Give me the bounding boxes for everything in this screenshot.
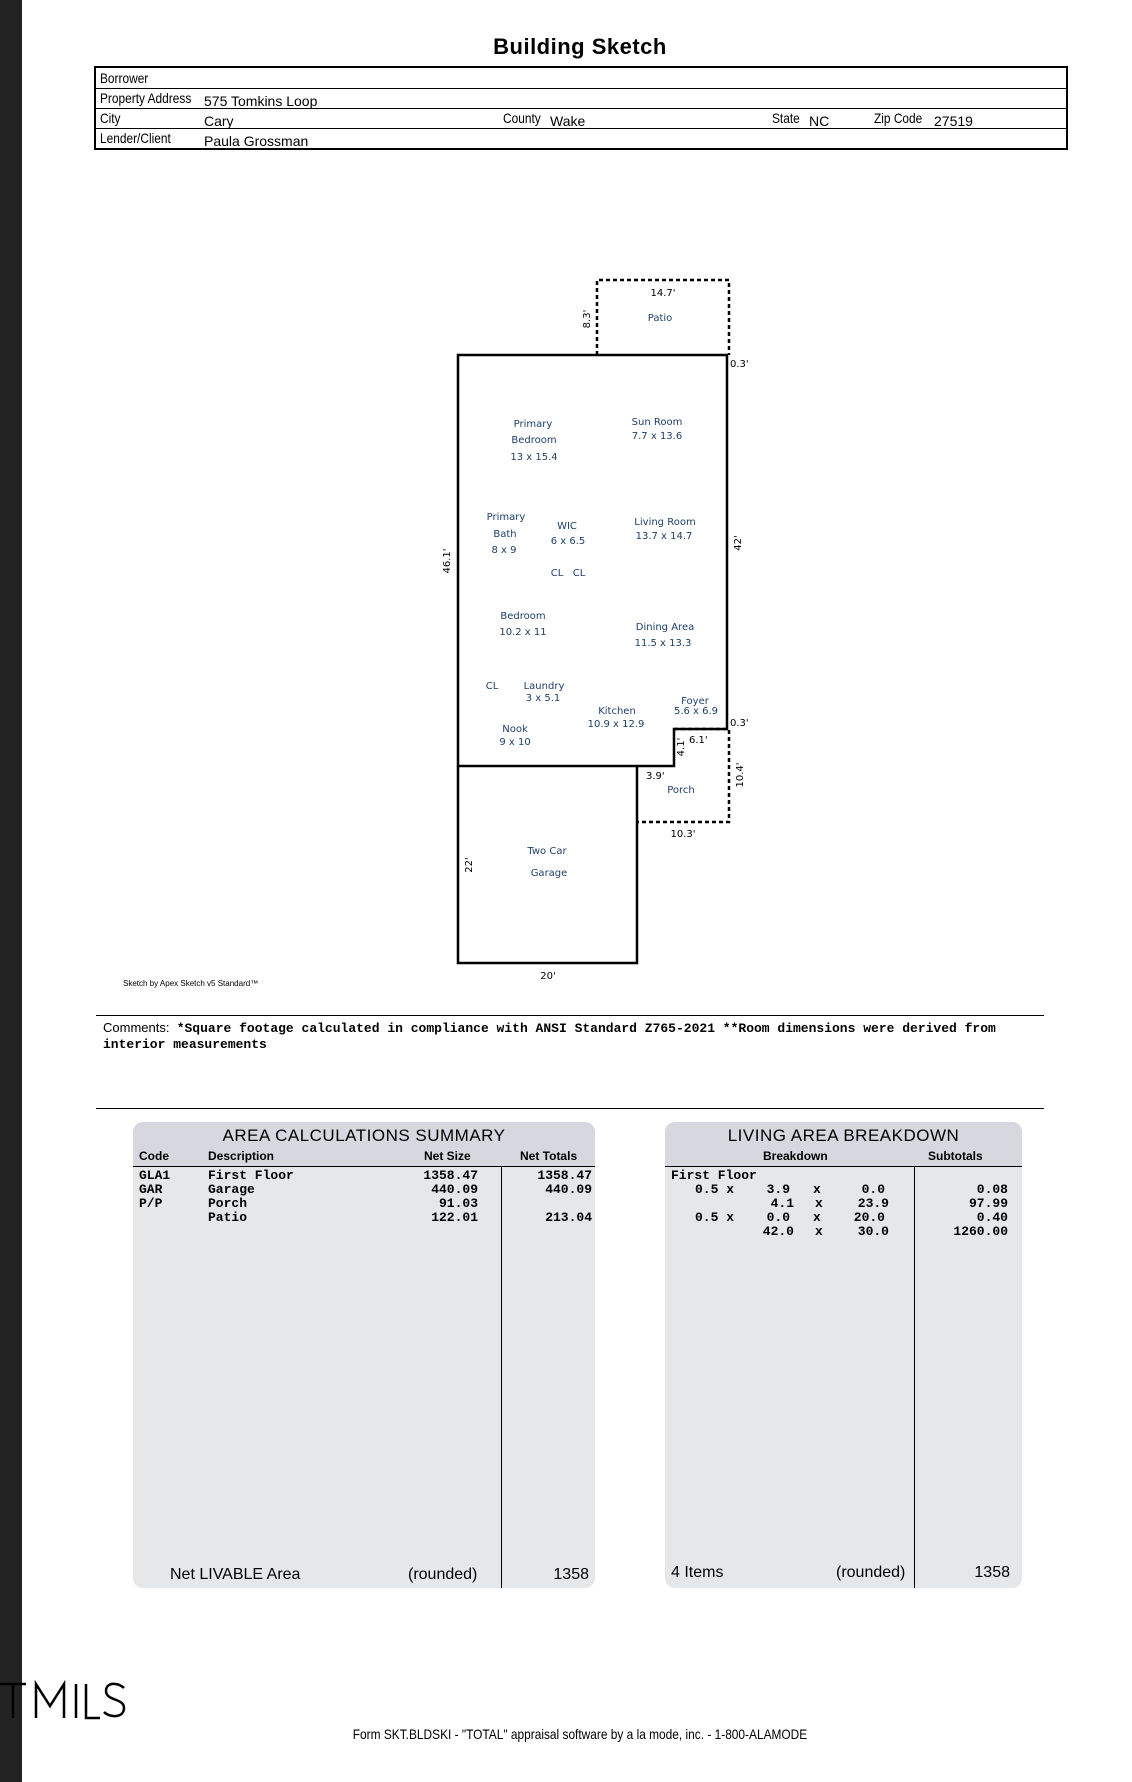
closet-label-1: CL bbox=[550, 568, 564, 579]
net-livable-area-label: Net LIVABLE Area bbox=[170, 1566, 301, 1583]
col-net-totals-header: Net Totals bbox=[520, 1149, 578, 1163]
area-row-net-total: 213.04 bbox=[545, 1210, 592, 1225]
room-garage-label-2: Garage bbox=[530, 868, 568, 879]
net-livable-area-value: 1358 bbox=[553, 1566, 589, 1583]
area-row-description: Porch bbox=[208, 1196, 248, 1211]
area-row-code: GAR bbox=[139, 1182, 163, 1197]
comments-block bbox=[103, 1020, 1043, 1052]
area-row-description: First Floor bbox=[208, 1168, 294, 1183]
area-row-net-total: 440.09 bbox=[545, 1182, 592, 1197]
zip-label: Zip Code bbox=[874, 110, 923, 126]
room-laundry-dim: 3 x 5.1 bbox=[525, 693, 561, 704]
living-area-breakdown-panel bbox=[665, 1122, 1022, 1588]
dim-patio-width: 14.7' bbox=[650, 288, 676, 299]
room-foyer: Foyer bbox=[681, 696, 709, 707]
dim-porch-height: 10.4' bbox=[735, 762, 746, 788]
room-wic-dim: 6 x 6.5 bbox=[550, 536, 586, 547]
dim-right-wall: 42' bbox=[733, 535, 744, 551]
room-foyer-dim: 5.6 x 6.9 bbox=[673, 706, 719, 717]
room-wic: WIC bbox=[557, 521, 577, 532]
col-breakdown-header: Breakdown bbox=[763, 1149, 828, 1163]
county-value: Wake bbox=[550, 113, 586, 129]
room-primary-bath-dim: 8 x 9 bbox=[491, 545, 517, 556]
room-bedroom: Bedroom bbox=[500, 611, 546, 622]
address-value: 575 Tomkins Loop bbox=[204, 93, 318, 109]
room-dining-area: Dining Area bbox=[635, 622, 695, 633]
address-label: Property Address bbox=[100, 90, 192, 106]
room-sun-room-dim: 7.7 x 13.6 bbox=[631, 431, 683, 442]
breakdown-dim-b: 23.9 bbox=[857, 1196, 889, 1211]
breakdown-dim-b: 20.0 bbox=[853, 1210, 885, 1225]
breakdown-times: x bbox=[815, 1196, 823, 1211]
comments-text: *Square footage calculated in compliance with ANSI Standard Z765-2021 **Room dimensions were derived from interior measurements bbox=[103, 1021, 996, 1052]
dim-patio-height: 8.3' bbox=[582, 309, 593, 329]
breakdown-times: x bbox=[813, 1210, 821, 1225]
area-rounded-label: (rounded) bbox=[408, 1566, 478, 1583]
room-dining-area-dim: 11.5 x 13.3 bbox=[634, 638, 692, 649]
breakdown-factor: 0.5 x bbox=[695, 1210, 735, 1225]
area-panel-title: AREA CALCULATIONS SUMMARY bbox=[222, 1126, 506, 1145]
room-laundry: Laundry bbox=[523, 681, 565, 692]
breakdown-times: x bbox=[815, 1224, 823, 1239]
breakdown-factor: 0.5 x bbox=[695, 1182, 735, 1197]
breakdown-panel-header bbox=[665, 1122, 1022, 1166]
breakdown-subtotal: 0.08 bbox=[976, 1182, 1008, 1197]
col-code-header: Code bbox=[139, 1149, 169, 1163]
room-kitchen: Kitchen bbox=[598, 706, 636, 717]
breakdown-items-count: 4 Items bbox=[671, 1564, 724, 1581]
dim-left-wall: 46.1' bbox=[442, 548, 453, 574]
area-row-net-total: 1358.47 bbox=[537, 1168, 592, 1183]
lender-label: Lender/Client bbox=[100, 130, 171, 146]
room-sun-room: Sun Room bbox=[631, 417, 683, 428]
lender-value: Paula Grossman bbox=[204, 133, 309, 149]
room-nook-dim: 9 x 10 bbox=[499, 737, 531, 748]
dim-offset-bottom: 0.3' bbox=[730, 718, 749, 729]
breakdown-column-divider bbox=[914, 1166, 915, 1588]
dim-offset-top: 0.3' bbox=[730, 359, 749, 370]
col-subtotals-header: Subtotals bbox=[928, 1149, 983, 1163]
breakdown-dim-a: 4.1 bbox=[770, 1196, 794, 1211]
room-porch: Porch bbox=[667, 785, 695, 796]
breakdown-rounded-label: (rounded) bbox=[836, 1564, 906, 1581]
comments-bottom-divider bbox=[96, 1108, 1044, 1109]
breakdown-dim-b: 0.0 bbox=[861, 1182, 885, 1197]
area-row-description: Patio bbox=[208, 1210, 248, 1225]
breakdown-dim-b: 30.0 bbox=[857, 1224, 889, 1239]
room-primary-bedroom-dim: 13 x 15.4 bbox=[510, 452, 558, 463]
room-kitchen-dim: 10.9 x 12.9 bbox=[587, 719, 645, 730]
breakdown-dim-a: 0.0 bbox=[766, 1210, 790, 1225]
breakdown-panel-title: LIVING AREA BREAKDOWN bbox=[727, 1126, 960, 1145]
breakdown-subtotal: 1260.00 bbox=[953, 1224, 1008, 1239]
state-value: NC bbox=[809, 113, 830, 129]
breakdown-subtotal: 97.99 bbox=[968, 1196, 1008, 1211]
room-primary-bedroom-label-1: Primary bbox=[513, 419, 553, 430]
dim-garage-width: 20' bbox=[540, 971, 556, 982]
breakdown-dim-a: 42.0 bbox=[762, 1224, 794, 1239]
col-description-header: Description bbox=[208, 1149, 275, 1163]
area-row-net-size: 91.03 bbox=[438, 1196, 478, 1211]
breakdown-total-value: 1358 bbox=[974, 1564, 1010, 1581]
state-label: State bbox=[772, 110, 800, 126]
page-title: Building Sketch bbox=[493, 34, 667, 59]
area-row-net-size: 1358.47 bbox=[423, 1168, 478, 1183]
area-row-net-size: 440.09 bbox=[431, 1182, 478, 1197]
breakdown-times: x bbox=[813, 1182, 821, 1197]
area-header-line bbox=[133, 1166, 595, 1167]
city-value: Cary bbox=[204, 113, 234, 129]
comments-top-divider bbox=[96, 1015, 1044, 1016]
dim-porch-step: 4.1' bbox=[676, 737, 687, 757]
county-label: County bbox=[503, 110, 541, 126]
closet-label-3: CL bbox=[485, 681, 499, 692]
room-patio: Patio bbox=[647, 313, 673, 324]
closet-label-2: CL bbox=[572, 568, 586, 579]
room-living-room: Living Room bbox=[634, 517, 696, 528]
garage-outline bbox=[458, 766, 637, 963]
breakdown-dim-a: 3.9 bbox=[766, 1182, 790, 1197]
city-label: City bbox=[100, 110, 121, 126]
room-nook: Nook bbox=[502, 724, 528, 735]
breakdown-header-line bbox=[665, 1166, 1022, 1167]
room-living-room-dim: 13.7 x 14.7 bbox=[635, 531, 693, 542]
room-primary-bedroom-label-2: Bedroom bbox=[511, 435, 557, 446]
dim-porch-left: 3.9' bbox=[646, 771, 665, 782]
breakdown-subtotal: 0.40 bbox=[976, 1210, 1008, 1225]
form-footer: Form SKT.BLDSKI - "TOTAL" appraisal software by a la mode, inc. - 1-800-ALAMODE bbox=[352, 1726, 808, 1742]
room-primary-bath-label-2: Bath bbox=[493, 529, 517, 540]
area-row-net-size: 122.01 bbox=[431, 1210, 478, 1225]
dim-porch-width: 10.3' bbox=[670, 829, 696, 840]
room-bedroom-dim: 10.2 x 11 bbox=[499, 627, 547, 638]
dim-garage-height: 22' bbox=[464, 857, 475, 873]
area-calculations-panel bbox=[133, 1122, 595, 1588]
borrower-label: Borrower bbox=[100, 70, 149, 86]
area-row-code: P/P bbox=[139, 1196, 163, 1211]
room-primary-bath-label-1: Primary bbox=[486, 512, 526, 523]
col-net-size-header: Net Size bbox=[424, 1149, 471, 1163]
tmls-logo bbox=[0, 1676, 128, 1722]
area-column-divider bbox=[501, 1166, 502, 1588]
comments-label: Comments: bbox=[103, 1020, 170, 1035]
zip-value: 27519 bbox=[934, 113, 973, 129]
area-row-description: Garage bbox=[208, 1182, 255, 1197]
room-garage-label-1: Two Car bbox=[527, 846, 567, 857]
dim-porch-top: 6.1' bbox=[689, 735, 708, 746]
area-row-code: GLA1 bbox=[139, 1168, 171, 1183]
sketch-credit: Sketch by Apex Sketch v5 Standard™ bbox=[123, 979, 259, 988]
breakdown-section-label: First Floor bbox=[671, 1168, 757, 1183]
area-panel-header bbox=[133, 1122, 595, 1166]
